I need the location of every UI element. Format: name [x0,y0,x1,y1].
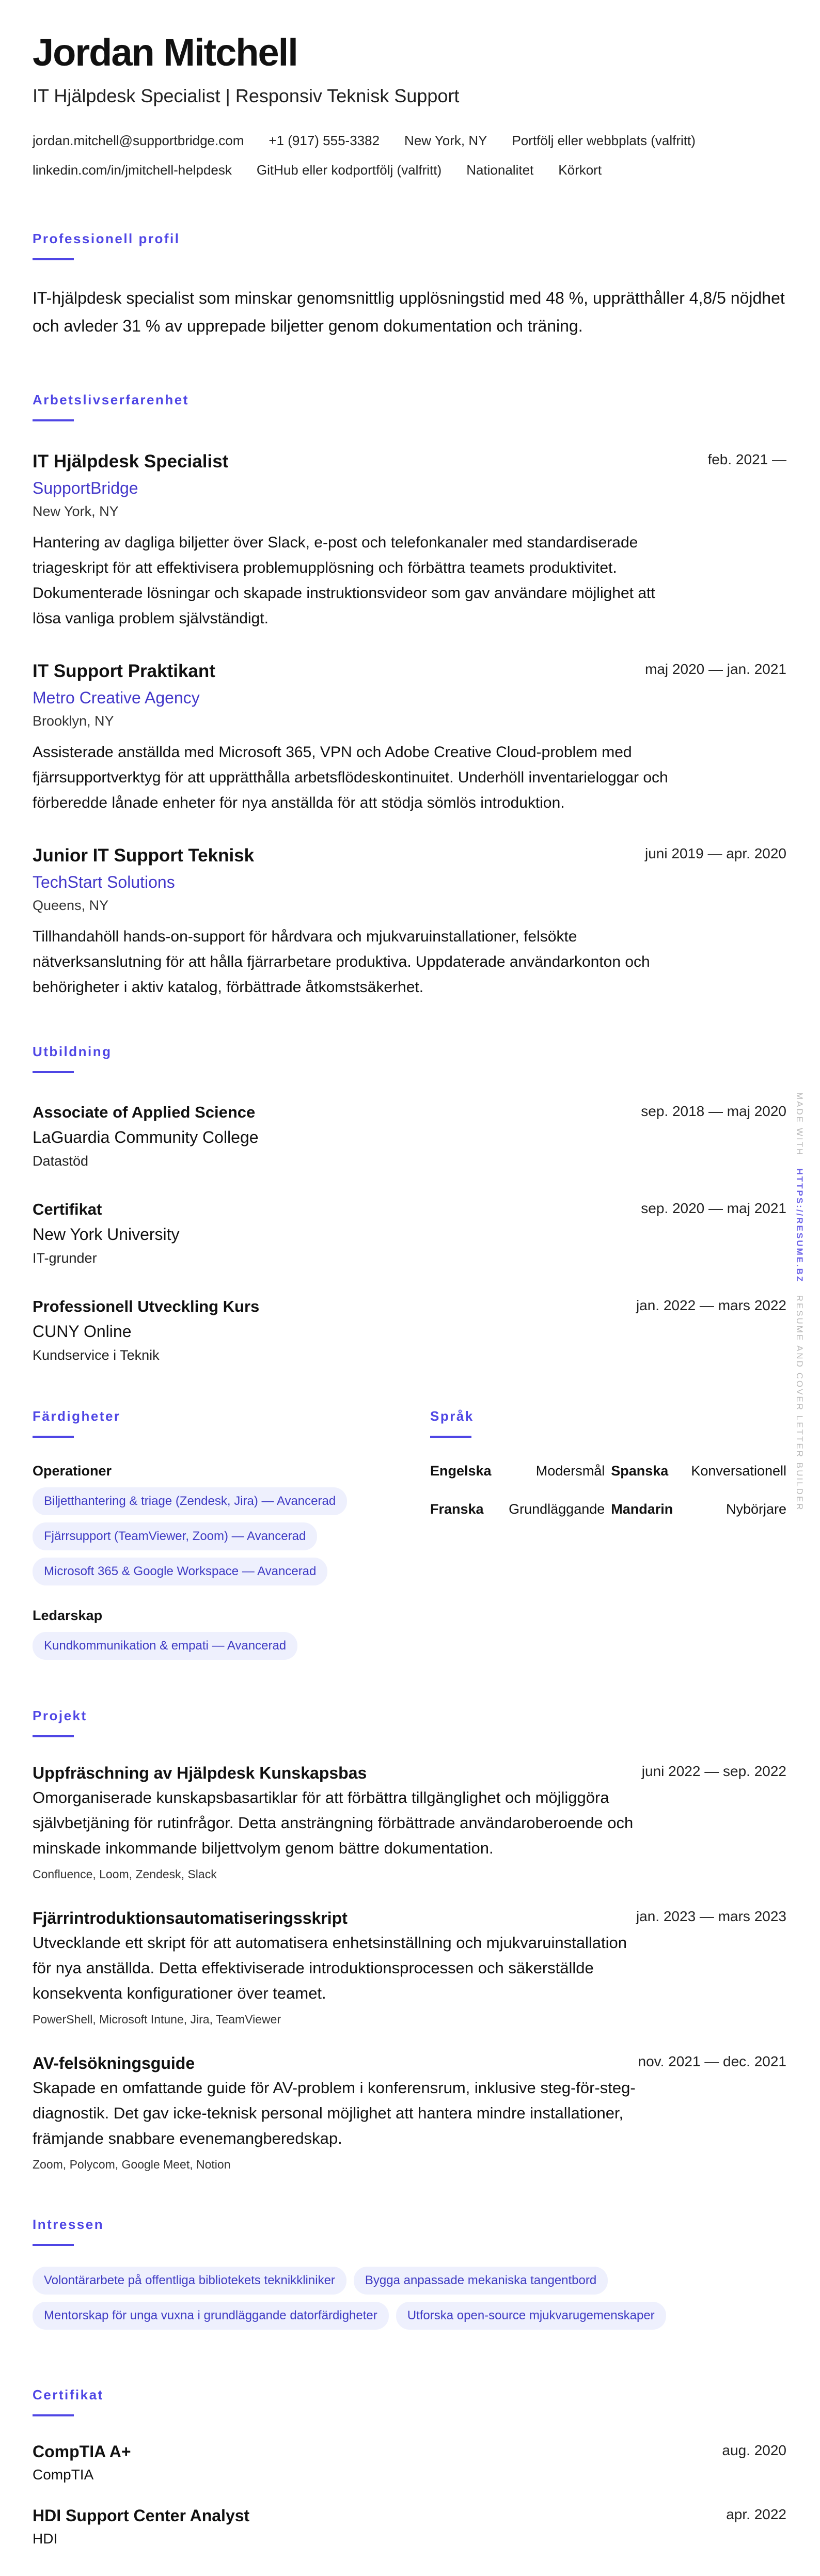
job-date: feb. 2021 — [707,451,786,467]
certificate-title: CompTIA A+ [33,2442,131,2461]
field-of-study: IT-grunder [33,1250,97,1266]
project-entry [33,2052,786,2173]
skill-chips [33,1487,430,1585]
skill-chip: Biljetthantering & triage (Zendesk, Jira) — Avancerad [33,1487,347,1515]
skills-languages-row [33,1408,786,1660]
education-entry [33,1102,786,1170]
project-entry [33,1907,786,2028]
section-underline [430,1436,471,1438]
language-name: Franska [430,1501,484,1517]
language-name: Engelska [430,1463,492,1479]
resume-header [33,32,786,185]
skill-chip: Microsoft 365 & Google Workspace — Avancerad [33,1558,327,1585]
project-title: Uppfräschning av Hjälpdesk Kunskapsbas [33,1764,367,1782]
job-location: New York, NY [33,504,119,519]
project-tech: Zoom, Polycom, Google Meet, Notion [33,2158,231,2171]
candidate-name: Jordan Mitchell [33,31,297,74]
section-underline [33,258,74,260]
section-heading: Certifikat [33,2387,104,2402]
language-level: Konversationell [691,1463,786,1479]
job-date: maj 2020 — jan. 2021 [645,661,786,677]
section-underline [33,419,74,421]
project-description: Omorganiserade kunskapsbasartiklar för att förbättra tillgänglighet och möjliggöra självbetjäning för rutinfrågor. Detta ansträngning förbättrade användaroberoende och minskade inkommande biljettvolym genom bättre dokumentation. [33,1788,634,1857]
interests-section [33,2216,786,2330]
language-list [430,1462,786,1518]
project-tech: PowerShell, Microsoft Intune, Jira, TeamViewer [33,2013,281,2026]
candidate-title: IT Hjälpdesk Specialist | Responsiv Teknisk Support [33,85,460,106]
skill-chip: Kundkommunikation & empati — Avancerad [33,1632,297,1660]
project-date: juni 2022 — sep. 2022 [641,1763,786,1779]
contact-github[interactable]: GitHub eller kodportfölj (valfritt) [256,162,442,178]
section-underline [33,1735,74,1737]
job-company: Metro Creative Agency [33,688,200,707]
field-of-study: Kundservice i Teknik [33,1347,160,1363]
certificate-issuer: HDI [33,2531,58,2547]
language-name: Mandarin [611,1501,673,1517]
builder-watermark [793,1092,806,1511]
section-heading: Professionell profil [33,231,180,246]
certificate-title: HDI Support Center Analyst [33,2506,250,2525]
watermark-suffix: RESUME AND COVER LETTER BUILDER [795,1295,805,1512]
job-company: SupportBridge [33,479,138,497]
field-of-study: Datastöd [33,1153,89,1169]
skill-group-title: Operationer [33,1463,112,1479]
section-underline [33,2414,74,2416]
contact-list [33,126,786,185]
education-entry [33,1199,786,1267]
section-heading: Intressen [33,2217,104,2232]
project-date: nov. 2021 — dec. 2021 [638,2053,786,2069]
education-date: sep. 2020 — maj 2021 [641,1200,786,1216]
projects-section [33,1707,786,2173]
section-heading: Färdigheter [33,1408,121,1424]
interest-chips [33,2267,755,2330]
section-heading: Utbildning [33,1044,112,1059]
languages-section [430,1408,786,1660]
interest-chip: Utforska open-source mjukvarugemenskaper [396,2302,666,2330]
school-name: New York University [33,1225,180,1244]
profile-summary: IT-hjälpdesk specialist som minskar genomsnittlig upplösningstid med 48 %, upprätthåller 4,8/5 nöjdhet och avleder 31 % av upprepade biljetter genom dokumentation och träning. [33,289,785,335]
contact-location: New York, NY [404,133,487,148]
resume-page [33,0,786,2549]
certificate-issuer: CompTIA [33,2467,94,2483]
project-description: Utvecklande ett skript för att automatisera enhetsinställning och mjukvaruinstallation för nya anställda. Detta effektiviserade introduktionsprocessen och säkerställde konsekventa konfigurationer över teamet. [33,1934,627,2002]
language-level: Nybörjare [726,1501,786,1517]
job-entry [33,450,786,631]
skill-chip: Fjärrsupport (TeamViewer, Zoom) — Avancerad [33,1522,317,1550]
education-section [33,1043,786,1364]
job-location: Brooklyn, NY [33,713,114,729]
job-entry [33,660,786,815]
interest-chip: Mentorskap för unga vuxna i grundläggande datorfärdigheter [33,2302,389,2330]
project-date: jan. 2023 — mars 2023 [636,1908,786,1924]
job-description: Hantering av dagliga biljetter över Slack, e-post och telefonkanaler med standardiserade triageskript för att effektivisera problemupplösning och förbättra teamets produktivitet. Dokumenterade lösningar och skapade instruktionsvideor som gav användare möjlighet att lösa vanliga problem självständigt. [33,534,655,627]
contact-license: Körkort [558,162,602,178]
job-location: Queens, NY [33,898,109,913]
project-title: AV-felsökningsguide [33,2054,195,2072]
project-entry [33,1762,786,1882]
job-title: IT Hjälpdesk Specialist [33,451,229,472]
education-entry [33,1296,786,1364]
language-level: Modersmål [535,1463,605,1479]
contact-linkedin[interactable]: linkedin.com/in/jmitchell-helpdesk [33,162,232,178]
degree-title: Certifikat [33,1200,102,1218]
watermark-prefix: MADE WITH [795,1092,805,1157]
project-description: Skapade en omfattande guide för AV-problem i konferensrum, inklusive steg-för-steg-diagnostik. Det gav icke-teknisk personal möjlighet att hantera mindre installationer, främjande snabbare evenemangberedskap. [33,2079,636,2147]
skill-group-title: Ledarskap [33,1608,103,1623]
section-underline [33,1071,74,1073]
contact-email[interactable]: jordan.mitchell@supportbridge.com [33,133,244,148]
degree-title: Professionell Utveckling Kurs [33,1297,260,1315]
language-level: Grundläggande [509,1501,605,1517]
school-name: LaGuardia Community College [33,1128,259,1146]
section-underline [33,2244,74,2246]
education-date: sep. 2018 — maj 2020 [641,1103,786,1119]
job-description: Tillhandahöll hands-on-support för hårdvara och mjukvaruinstallationer, felsökte nätverksanslutning för att hålla fjärrarbetare produktiva. Uppdaterade användarkonton och behörigheter i aktiv katalog, förbättrade åtkomstsäkerhet. [33,928,650,996]
section-heading: Projekt [33,1708,87,1723]
experience-section [33,391,786,1000]
contact-phone: +1 (917) 555-3382 [269,133,380,148]
skills-section [33,1408,430,1660]
certificate-entry [33,2505,786,2549]
profile-section [33,230,786,340]
education-date: jan. 2022 — mars 2022 [636,1297,786,1313]
skill-chips [33,1632,430,1660]
job-date: juni 2019 — apr. 2020 [645,845,786,861]
contact-nationality: Nationalitet [466,162,534,178]
section-underline [33,1436,74,1438]
certificate-entry [33,2441,786,2485]
project-tech: Confluence, Loom, Zendesk, Slack [33,1867,217,1881]
certificate-date: apr. 2022 [726,2506,786,2522]
school-name: CUNY Online [33,1322,132,1341]
job-title: IT Support Praktikant [33,661,215,681]
degree-title: Associate of Applied Science [33,1103,256,1121]
watermark-link[interactable]: HTTPS://RESUME.BZ [795,1168,805,1283]
language-name: Spanska [611,1463,669,1479]
job-title: Junior IT Support Teknisk [33,845,255,866]
job-company: TechStart Solutions [33,873,175,891]
certificate-date: aug. 2020 [722,2442,786,2458]
certificates-section [33,2386,786,2549]
job-entry [33,844,786,1000]
interest-chip: Bygga anpassade mekaniska tangentbord [354,2267,608,2295]
contact-portfolio[interactable]: Portfölj eller webbplats (valfritt) [512,133,696,148]
job-description: Assisterade anställda med Microsoft 365, VPN och Adobe Creative Cloud-problem med fjärrsupportverktyg för att upprätthålla arbetsflödeskontinuitet. Underhöll inventarieloggar och förberedde lånade enheter för nya anställda för att stödja sömlös introduktion. [33,744,668,811]
project-title: Fjärrintroduktionsautomatiseringsskript [33,1909,348,1927]
interest-chip: Volontärarbete på offentliga bibliotekets teknikkliniker [33,2267,346,2295]
section-heading: Språk [430,1408,474,1424]
section-heading: Arbetslivserfarenhet [33,392,189,407]
